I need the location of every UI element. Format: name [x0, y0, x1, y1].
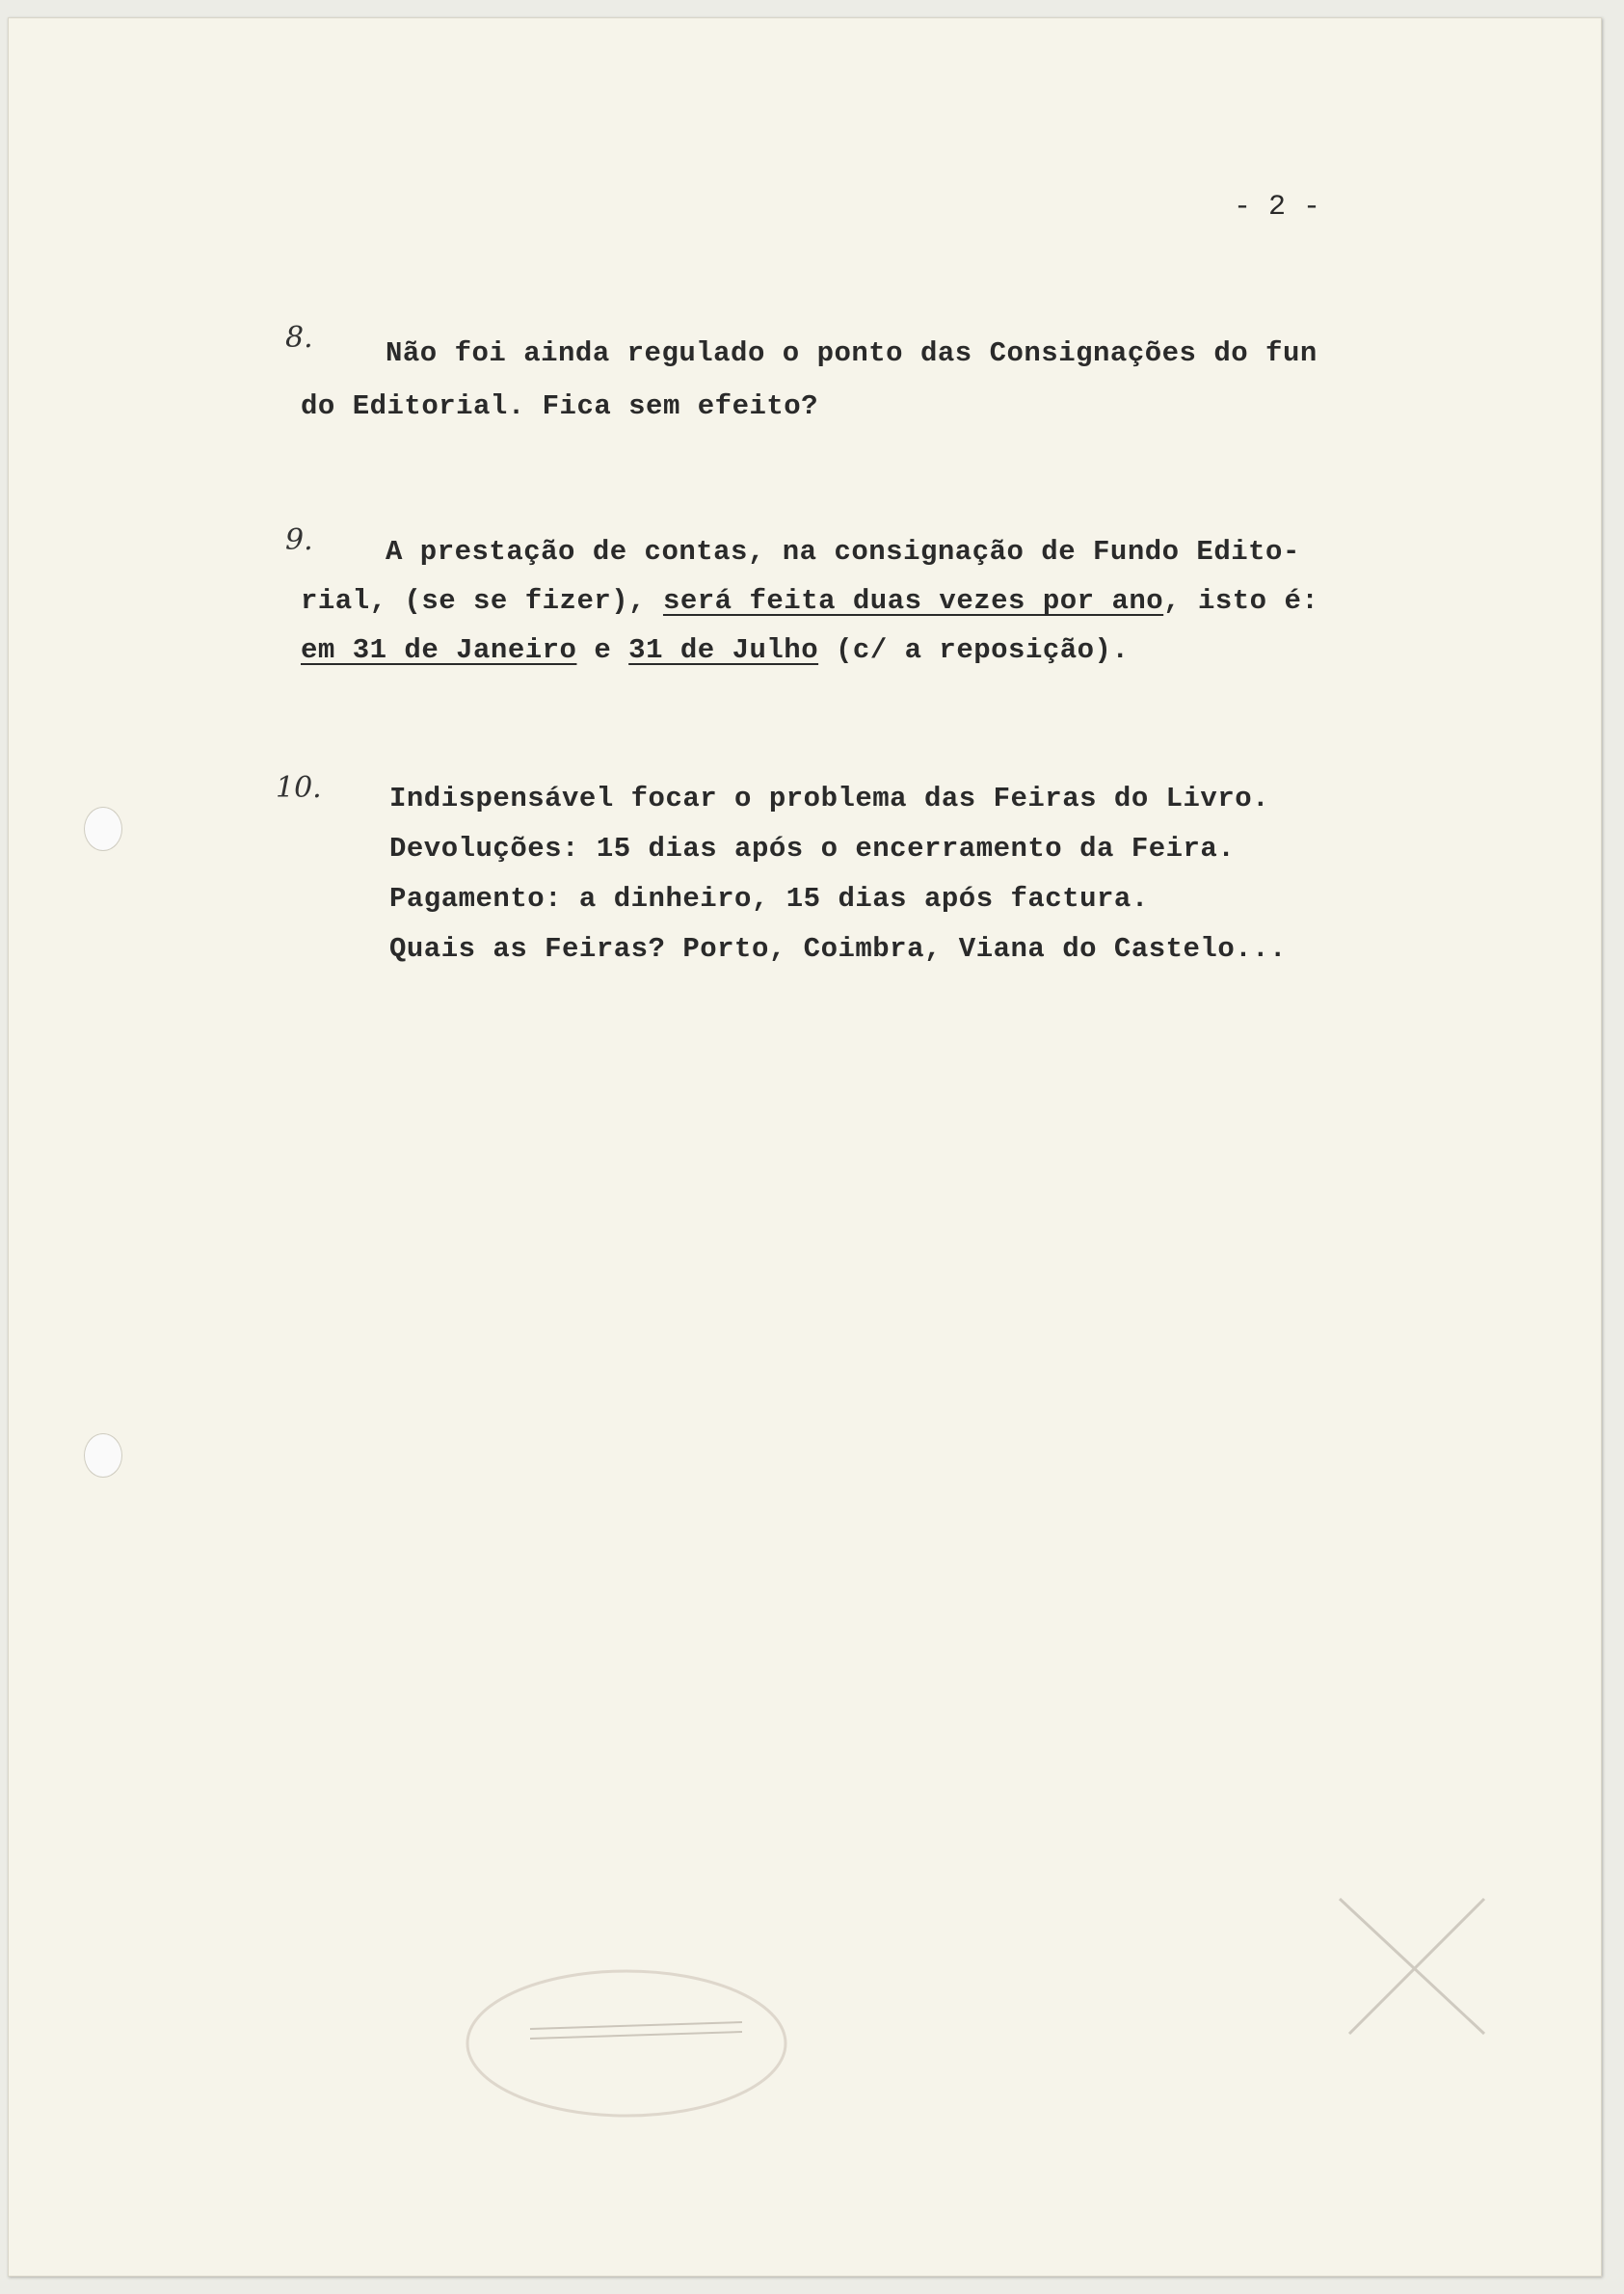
- item-8-marker: 8.: [285, 321, 313, 355]
- item-9-line-3: em 31 de Janeiro e 31 de Julho (c/ a reposição).: [301, 634, 1130, 666]
- bleed-through-stamp: [463, 1908, 867, 2159]
- punch-hole-top: [84, 807, 122, 851]
- item-8-line-2: do Editorial. Fica sem efeito?: [301, 390, 819, 422]
- item-10-line-1: Indispensável focar o problema das Feiras do Livro.: [389, 783, 1270, 814]
- item-8-line-1: Não foi ainda regulado o ponto das Consignações do fun: [386, 337, 1318, 369]
- item-10-line-2: Devoluções: 15 dias após o encerramento da Feira.: [389, 833, 1236, 865]
- item-9-marker: 9.: [285, 523, 313, 557]
- underlined-phrase: será feita duas vezes por ano: [662, 585, 1164, 617]
- punch-hole-bottom: [84, 1433, 122, 1478]
- item-9-line-2: rial, (se se fizer), será feita duas vezes por ano, isto é:: [301, 585, 1319, 617]
- item-9-line-1: A prestação de contas, na consignação de Fundo Edito-: [386, 536, 1300, 568]
- underlined-date-1: em 31 de Janeiro: [301, 634, 577, 666]
- underlined-date-2: 31 de Julho: [628, 634, 819, 666]
- bleed-through-cross: [1330, 1889, 1504, 2043]
- item-10-marker: 10.: [276, 771, 322, 805]
- item-10-line-3: Pagamento: a dinheiro, 15 dias após factura.: [389, 883, 1149, 915]
- item-10-line-4: Quais as Feiras? Porto, Coimbra, Viana do Castelo...: [389, 933, 1287, 965]
- page-number: - 2 -: [1234, 191, 1321, 224]
